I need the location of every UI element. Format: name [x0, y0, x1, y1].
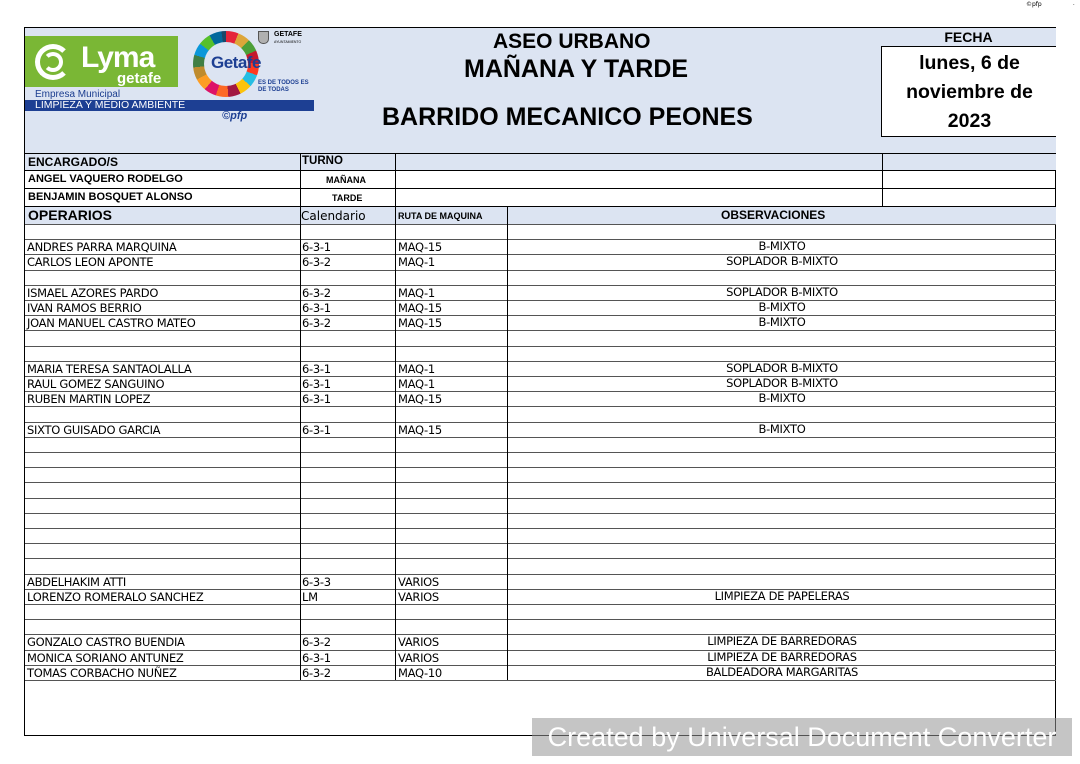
supervisors-header: ENCARGADO/S — [28, 155, 119, 169]
department-banner: LIMPIEZA Y MEDIO AMBIENTE — [25, 100, 314, 111]
sheet-header — [25, 28, 1056, 154]
supervisor-shift-1: MAÑANA — [326, 175, 366, 185]
operator-calendar: 6-3-1 — [302, 301, 331, 315]
grid-line — [25, 619, 1056, 620]
operator-name: RUBEN MARTIN LOPEZ — [27, 392, 151, 406]
operator-notes: SOPLADOR B-MIXTO — [726, 361, 838, 375]
operator-notes: BALDEADORA MARGARITAS — [705, 665, 859, 679]
operator-route: MAQ-10 — [398, 666, 442, 680]
operator-notes: B-MIXTO — [758, 391, 806, 405]
operator-route: VARIOS — [398, 590, 439, 604]
converter-watermark: Created by Universal Document Converter — [532, 718, 1072, 756]
supervisor-header-band — [25, 153, 1056, 170]
supervisor-shift-2: TARDE — [332, 193, 363, 203]
operator-name: TOMAS CORBACHO NUÑEZ — [27, 666, 177, 680]
operator-route: VARIOS — [398, 651, 439, 665]
operator-notes: B-MIXTO — [758, 422, 806, 436]
grid-line — [25, 406, 1056, 407]
operator-calendar: 6-3-2 — [302, 635, 331, 649]
lyma-brand-text: Lyma — [81, 41, 155, 74]
operator-route: MAQ-1 — [398, 362, 435, 376]
getafe-shield-icon — [258, 31, 269, 44]
supervisor-name-1: ANGEL VAQUERO RODELGO — [28, 173, 183, 185]
getafe-logo-text: Getafe — [211, 53, 261, 72]
grid-line — [25, 467, 1056, 468]
grid-line — [25, 452, 1056, 453]
lyma-swirl-inner-icon — [43, 52, 63, 72]
operator-calendar: 6-3-2 — [302, 286, 331, 300]
title-line-1: ASEO URBANO — [493, 30, 651, 53]
operator-calendar: 6-3-1 — [302, 362, 331, 376]
ayuntamiento-text: AYUNTAMIENTO — [274, 40, 302, 44]
operator-calendar: 6-3-1 — [302, 423, 331, 437]
lyma-logo — [25, 36, 178, 87]
operator-notes: LIMPIEZA DE BARREDORAS — [707, 634, 857, 648]
grid-line — [395, 206, 396, 680]
grid-line — [25, 558, 1056, 559]
grid-line — [25, 330, 1056, 331]
slogan-text: ES DE TODOS ES DE TODAS — [258, 80, 309, 93]
operator-notes: B-MIXTO — [758, 239, 806, 253]
notes-header: OBSERVACIONES — [721, 208, 826, 222]
operator-calendar: 6-3-1 — [302, 240, 331, 254]
operator-name: MONICA SORIANO ANTUNEZ — [27, 651, 184, 665]
operators-header: OPERARIOS — [28, 207, 113, 223]
grid-line — [882, 153, 883, 206]
grid-line — [25, 224, 1056, 225]
operator-name: ABDELHAKIM ATTI — [27, 575, 127, 589]
operator-notes: LIMPIEZA DE BARREDORAS — [707, 650, 857, 664]
grid-line — [25, 513, 1056, 514]
shift-header: TURNO — [302, 155, 343, 167]
date-value-line-2: noviembre de — [906, 81, 1033, 103]
operator-name: ISMAEL AZORES PARDO — [27, 286, 159, 300]
pfp-mark: ©pfp — [222, 110, 248, 122]
operator-calendar: 6-3-2 — [302, 316, 331, 330]
operator-notes: LIMPIEZA DE PAPELERAS — [714, 589, 850, 603]
operator-calendar: 6-3-2 — [302, 666, 331, 680]
operator-calendar: 6-3-3 — [302, 575, 331, 589]
date-label: FECHA — [944, 29, 993, 45]
operator-name: LORENZO ROMERALO SANCHEZ — [27, 590, 204, 604]
grid-line — [25, 498, 1056, 499]
grid-line — [25, 188, 1056, 189]
date-value — [882, 49, 1057, 136]
operator-route: MAQ-15 — [398, 316, 442, 330]
operator-name: CARLOS LEON APONTE — [27, 255, 154, 269]
operator-notes: SOPLADOR B-MIXTO — [726, 254, 838, 268]
supervisor-name-2: BENJAMIN BOSQUET ALONSO — [28, 191, 193, 203]
corner-copyright-mark: ©pfp — [1026, 1, 1042, 8]
operator-route: MAQ-15 — [398, 301, 442, 315]
operator-calendar: 6-3-2 — [302, 255, 331, 269]
grid-line — [25, 206, 1056, 207]
operators-header-band — [25, 206, 1056, 224]
corner-dot: . — [1073, 1, 1075, 7]
grid-line — [25, 680, 1056, 681]
operator-route: VARIOS — [398, 635, 439, 649]
grid-line — [25, 170, 1056, 171]
operator-calendar: LM — [302, 590, 318, 604]
route-header: RUTA DE MAQUINA — [398, 211, 483, 221]
operator-calendar: 6-3-1 — [302, 377, 331, 391]
date-value-line-3: 2023 — [947, 110, 992, 132]
schedule-sheet — [24, 27, 1056, 736]
operator-route: MAQ-1 — [398, 377, 435, 391]
operator-name: SIXTO GUISADO GARCIA — [27, 423, 161, 437]
operator-notes: B-MIXTO — [758, 315, 806, 329]
getafe-small-text: GETAFE — [274, 31, 302, 38]
operator-route: VARIOS — [398, 575, 439, 589]
operator-notes: SOPLADOR B-MIXTO — [726, 376, 838, 390]
date-box — [881, 46, 1056, 137]
grid-line — [25, 346, 1056, 347]
grid-line — [25, 482, 1056, 483]
title-line-2: MAÑANA Y TARDE — [464, 55, 689, 83]
operator-route: MAQ-1 — [398, 255, 435, 269]
operator-calendar: 6-3-1 — [302, 392, 331, 406]
calendar-header: Calendario — [301, 209, 366, 223]
operator-route: MAQ-15 — [398, 240, 442, 254]
operator-name: JOAN MANUEL CASTRO MATEO — [27, 316, 196, 330]
operator-notes: B-MIXTO — [758, 300, 806, 314]
grid-line — [25, 543, 1056, 544]
grid-line — [25, 437, 1056, 438]
company-label: Empresa Municipal — [35, 89, 121, 100]
operator-name: IVAN RAMOS BERRIO — [27, 301, 142, 315]
operator-notes: SOPLADOR B-MIXTO — [726, 285, 838, 299]
grid-line — [25, 574, 1056, 575]
operator-route: MAQ-15 — [398, 392, 442, 406]
operator-name: GONZALO CASTRO BUENDIA — [27, 635, 185, 649]
operator-route: MAQ-15 — [398, 423, 442, 437]
grid-line — [395, 153, 396, 206]
grid-line — [25, 604, 1056, 605]
operator-calendar: 6-3-1 — [302, 651, 331, 665]
operator-name: ANDRES PARRA MARQUINA — [27, 240, 177, 254]
title-line-3: BARRIDO MECANICO PEONES — [382, 103, 753, 131]
operator-route: MAQ-1 — [398, 286, 435, 300]
grid-line — [25, 528, 1056, 529]
lyma-brand-sub: getafe — [117, 70, 162, 87]
grid-line — [25, 270, 1056, 271]
grid-line — [300, 206, 301, 680]
date-value-line-1: lunes, 6 de — [919, 52, 1020, 74]
operator-name: MARIA TERESA SANTAOLALLA — [27, 362, 192, 376]
grid-line — [507, 206, 508, 680]
grid-line — [25, 153, 1056, 154]
operator-name: RAUL GOMEZ SANGUINO — [27, 377, 165, 391]
